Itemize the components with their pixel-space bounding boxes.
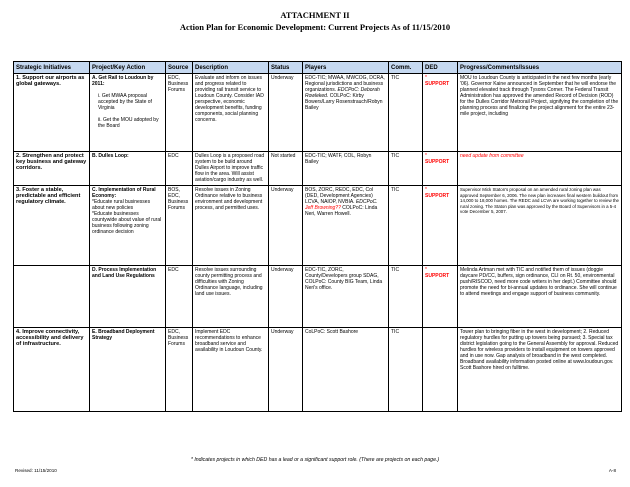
project-title: E. Broadband Deployment Strategy	[92, 329, 155, 341]
progress-cell: MOU to Loudoun County is anticipated in the next few months (early '06). Governor Kaine announced in September that he will endorse the planned elevated track through Tysons Corner. The Federal Transit Administration has approved the amended Record of Decision (ROD) for the Dulles Corridor Metrorail Project, signifying the completion of the planning process and finalizing the project alignment for the entire 23-mile project, including	[458, 74, 622, 152]
status-cell: Underway	[269, 74, 303, 152]
comm-cell: TIC	[389, 74, 423, 152]
ded-support-label: SUPPORT	[425, 273, 450, 279]
players-cell	[303, 186, 389, 266]
progress-cell: Tower plan to bringing fiber in the west in development; 2. Reduced regulatory hurdles for putting up towers being pursued; 3. Special tax district legislation going to the General Assembly for approval. Reduced hurdles for wireless providers to install equipment on towers approved and in use now. Gap analysis of broadband in the west completed. Broadband availability information posted online at www.loudoun.gov. Scott Bashore hired on fulltime.	[458, 328, 622, 412]
project-cell	[90, 152, 166, 186]
project-item: *Educate rural businesses about new policies	[92, 199, 151, 211]
players-col-poc: COLPoC: Kirby Bowers/Larry Rosenstrauch/Robyn Bailey	[305, 93, 383, 111]
ded-star: *	[425, 187, 427, 193]
progress-cell: need update from committee	[458, 152, 622, 186]
document-title: ATTACHMENT II	[280, 10, 350, 20]
ded-star: *	[425, 267, 427, 273]
project-item: ii. Get the MOU adopted by the Board	[98, 117, 159, 129]
progress-cell: Supervisor Mick Staton's proposal on an amended rural zoning plan was approved September 6, 2006. The new plan increases final western buildout from 14,000 to 18,000 homes. The REDC and LCVA are working together to review the rural zoning. The Staton plan was approved by the Board of Supervisors in a 5-4 vote December 5, 2007.	[458, 186, 622, 266]
source-cell: EDC	[166, 266, 193, 328]
description-cell: Resolve issues surrounding county permitting process and difficulties with Zoning Ordinance language, including land use issues.	[193, 266, 269, 328]
initiative-cell: 2. Strengthen and protect key business and gateway corridors.	[14, 152, 90, 186]
revised-date: Revised: 11/15/2010	[15, 468, 57, 473]
players-highlight: Jeff Browning??	[305, 205, 341, 211]
col-header-comm: Comm.	[389, 62, 423, 74]
col-header-initiatives: Strategic Initiatives	[14, 62, 90, 74]
ded-support-label: SUPPORT	[425, 159, 450, 165]
progress-cell: Melinda Artman met with TIC and notified them of issues (doggie daycare PD/CC, buffers, sign ordinance, CLI on Rt. 50, environmental push/RISCOD, need more code writers in her dept.) Committee should promote the need for bi-annual updates to ordinance. She will continue to attend meetings and engage support of business community.	[458, 266, 622, 328]
comm-cell: TIC	[389, 186, 423, 266]
description-cell: Evaluate and inform on issues and progress related to providing rail transit service to Loudoun County. Consider IAD perspective, economic development benefits, funding components, social planning concerns.	[193, 74, 269, 152]
col-header-source: Source	[166, 62, 193, 74]
project-title: D. Process Implementation and Land Use Regulations	[92, 267, 157, 279]
project-cell	[90, 266, 166, 328]
table-row	[14, 328, 622, 412]
players-cell: EDC-TIC; WATF, COL, Robyn Bailey	[303, 152, 389, 186]
status-cell: Underway	[269, 186, 303, 266]
players-poc: EDCPoC.	[355, 199, 378, 205]
col-header-progress: Progress/Comments/Issues	[458, 62, 622, 74]
project-title: C. Implementation of Rural Economy:	[92, 187, 156, 199]
source-cell: EDC, Business Forums	[166, 328, 193, 412]
project-item: i. Get MWAA proposal accepted by the State of Virginia	[98, 93, 152, 111]
ded-star: *	[425, 75, 427, 81]
players-cell: CoLPoC: Scott Bashore	[303, 328, 389, 412]
initiative-cell: 4. Improve connectivity, accessibility and delivery of infrastructure.	[14, 328, 90, 412]
footnote: * Indicates projects in which DED has a lead or a significant support role. (There are projects on each page.)	[190, 457, 440, 463]
initiative-cell	[14, 266, 90, 328]
source-cell: EDC	[166, 152, 193, 186]
col-header-players: Players	[303, 62, 389, 74]
table-row	[14, 186, 622, 266]
description-cell: Dulles Loop is a proposed road system to be build around Dulles Airport to improve traffic flow in the area. Will assist aviation/cargo industry as well.	[193, 152, 269, 186]
project-cell	[90, 328, 166, 412]
players-col-poc: COLPoC: Linda Neri, Warren Howell.	[305, 205, 378, 217]
comm-cell: TIC	[389, 328, 423, 412]
players-poc: EDCPoC: Deborah Rowleked.	[305, 87, 380, 99]
ded-cell	[423, 74, 458, 152]
status-cell: Underway	[269, 328, 303, 412]
table-header-row	[14, 62, 622, 74]
status-cell: Underway	[269, 266, 303, 328]
initiative-cell: 1. Support our airports as global gateways.	[14, 74, 90, 152]
status-cell: Not started	[269, 152, 303, 186]
ded-cell	[423, 266, 458, 328]
initiative-cell: 3. Foster a stable, predictable and efficient regulatory climate.	[14, 186, 90, 266]
ded-cell	[423, 152, 458, 186]
col-header-description: Description	[193, 62, 269, 74]
description-cell: Resolve issues in Zoning Ordinance relative to business environment and development process, and permitted uses.	[193, 186, 269, 266]
action-plan-table	[13, 61, 622, 412]
project-cell	[90, 74, 166, 152]
project-title: B. Dulles Loop:	[92, 153, 129, 159]
ded-support-label: SUPPORT	[425, 81, 450, 87]
source-cell: EDC, Business Forums	[166, 74, 193, 152]
comm-cell: TIC	[389, 266, 423, 328]
col-header-status: Status	[269, 62, 303, 74]
table-row	[14, 74, 622, 152]
source-cell: BOS, EDC, Business Forums	[166, 186, 193, 266]
page-number: A-8	[608, 468, 616, 473]
col-header-project: Project/Key Action	[90, 62, 166, 74]
table-row	[14, 266, 622, 328]
comm-cell: TIC	[389, 152, 423, 186]
project-cell	[90, 186, 166, 266]
players-cell	[303, 74, 389, 152]
players-text: BOS, ZORC, REDC, EDC, Col (DED, Development Agencies) LCVA, NAIOP, NVBIA.	[305, 187, 374, 205]
ded-cell	[423, 328, 458, 412]
description-cell: Implement EDC recommendations to enhance broadband service and availability in Loudoun County.	[193, 328, 269, 412]
players-text: EDC-TIC; MWAA, MWCOG, DCRA, Regional jurisdictions and business organizations.	[305, 75, 385, 93]
ded-support-label: SUPPORT	[425, 193, 450, 199]
ded-cell	[423, 186, 458, 266]
players-cell: EDC-TIC, ZORC, County/Developers group SDAG, COLPoC: County BIG Team, Linda Neri's office.	[303, 266, 389, 328]
table-row	[14, 152, 622, 186]
project-title: A. Get Rail to Loudoun by 2011:	[92, 75, 154, 87]
project-item: *Educate businesses countywide about value of rural business following zoning ordinance decision	[92, 211, 162, 235]
document-subtitle: Action Plan for Economic Development: Current Projects As of 11/15/2010	[179, 22, 451, 32]
col-header-ded: DED	[423, 62, 458, 74]
ded-star: *	[425, 153, 427, 159]
